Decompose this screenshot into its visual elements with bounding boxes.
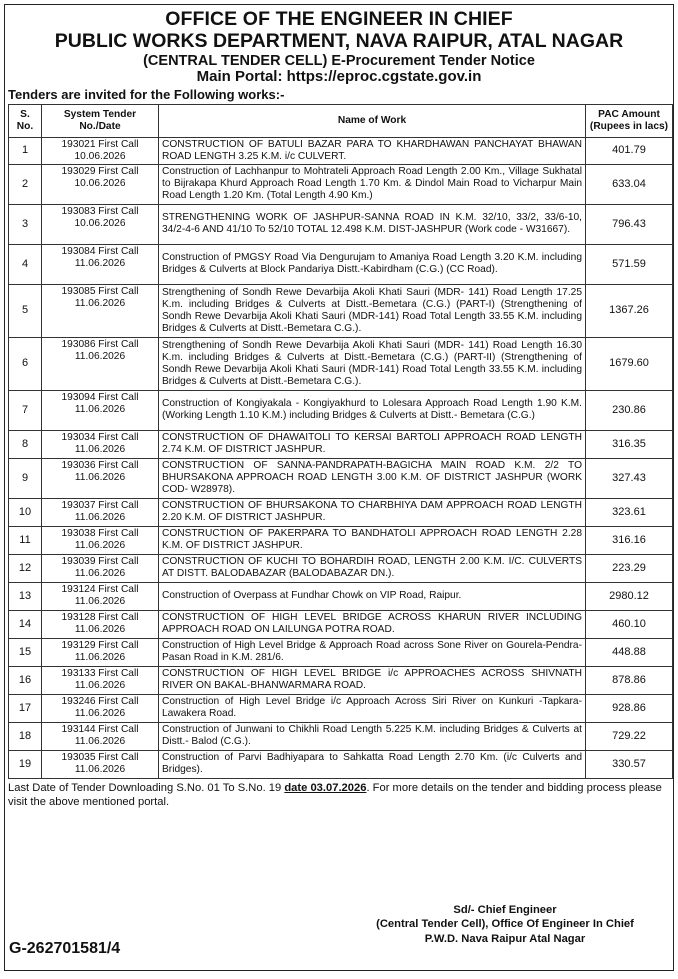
row-tender-date: 11.06.2026 [74, 567, 126, 579]
notice-subtitle: (CENTRAL TENDER CELL) E-Procurement Tender Notice [143, 52, 535, 69]
row-tender-no: 193021 First Call [61, 138, 139, 150]
table-row [9, 430, 673, 458]
row-sno: 8 [9, 430, 42, 458]
row-pac-amount: 316.16 [586, 526, 673, 554]
col-header-work: Name of Work [159, 104, 586, 137]
row-sno: 11 [9, 526, 42, 554]
row-tender-date: 11.06.2026 [74, 679, 126, 691]
intro-text: Tenders are invited for the Following works:- [8, 86, 285, 102]
row-tender-no: 193129 First Call [61, 639, 139, 651]
row-pac-amount: 448.88 [586, 638, 673, 666]
row-pac-amount: 633.04 [586, 164, 673, 204]
row-work-name: CONSTRUCTION OF BATULI BAZAR PARA TO KHARDHAWAN PANCHAYAT BHAWAN ROAD LENGTH 3.25 K.M. i/c CULVERT. [159, 137, 586, 164]
row-work-name: CONSTRUCTION OF BHURSAKONA TO CHARBHIYA DAM APPROACH ROAD LENGTH 2.20 K.M. OF DISTRICT JASHPUR. [159, 498, 586, 526]
row-tender-no: 193144 First Call [61, 723, 139, 735]
department-title: PUBLIC WORKS DEPARTMENT, NAVA RAIPUR, ATAL NAGAR [54, 29, 624, 52]
footer-last-date: date 03.07.2026 [284, 781, 367, 794]
row-tender-no: 193086 First Call [61, 338, 139, 350]
row-tender-date: 11.06.2026 [74, 471, 126, 483]
footer-text-after: . For more details on the tender and bidding process please visit the above mentioned portal. [8, 781, 662, 809]
col-header-pac: PAC Amount (Rupees in lacs) [586, 104, 673, 137]
table-row [9, 694, 673, 722]
table-row [9, 284, 673, 337]
table-row [9, 390, 673, 430]
row-tender-cell [42, 337, 159, 390]
row-pac-amount: 330.57 [586, 750, 673, 778]
row-pac-amount: 878.86 [586, 666, 673, 694]
row-pac-amount: 1679.60 [586, 337, 673, 390]
row-tender-date: 11.06.2026 [74, 623, 126, 635]
tender-table [8, 104, 673, 779]
row-tender-date: 11.06.2026 [74, 707, 126, 719]
row-sno: 19 [9, 750, 42, 778]
row-sno: 16 [9, 666, 42, 694]
row-sno: 2 [9, 164, 42, 204]
table-row [9, 337, 673, 390]
portal-line: Main Portal: https://eproc.cgstate.gov.in [196, 67, 482, 85]
col-header-tender: System Tender No./Date [42, 104, 159, 137]
row-pac-amount: 327.43 [586, 458, 673, 498]
row-tender-cell [42, 458, 159, 498]
row-sno: 1 [9, 137, 42, 164]
row-work-name: CONSTRUCTION OF SANNA-PANDRAPATH-BAGICHA MAIN ROAD K.M. 2/2 TO BHURSAKONA APPROACH ROAD LENGTH 3.00 K.M. OF DISTRICT JASHPUR (WORK COD- W28978). [159, 458, 586, 498]
office-title: OFFICE OF THE ENGINEER IN CHIEF [165, 8, 513, 30]
footer-text-before: Last Date of Tender Downloading S.No. 01 To S.No. 19 [8, 781, 282, 794]
row-sno: 12 [9, 554, 42, 582]
col-header-sno: S. No. [9, 104, 42, 137]
row-tender-no: 193036 First Call [61, 459, 139, 471]
row-tender-cell [42, 610, 159, 638]
row-tender-date: 11.06.2026 [74, 297, 126, 309]
row-tender-date: 11.06.2026 [74, 651, 126, 663]
row-tender-no: 193084 First Call [61, 245, 139, 257]
table-row [9, 554, 673, 582]
row-tender-cell [42, 204, 159, 244]
row-tender-date: 11.06.2026 [74, 443, 126, 455]
row-tender-date: 11.06.2026 [74, 763, 126, 775]
row-pac-amount: 230.86 [586, 390, 673, 430]
row-tender-cell [42, 666, 159, 694]
row-tender-cell [42, 390, 159, 430]
row-sno: 3 [9, 204, 42, 244]
row-tender-cell [42, 638, 159, 666]
row-pac-amount: 323.61 [586, 498, 673, 526]
row-sno: 6 [9, 337, 42, 390]
row-tender-date: 11.06.2026 [74, 350, 126, 362]
table-row [9, 458, 673, 498]
signature-line-2: (Central Tender Cell), Office Of Engineer In Chief [376, 918, 634, 931]
table-header-row [9, 104, 673, 137]
row-sno: 18 [9, 722, 42, 750]
row-tender-no: 193094 First Call [61, 391, 139, 403]
row-tender-no: 193246 First Call [61, 695, 139, 707]
table-row [9, 244, 673, 284]
row-work-name: Construction of Kongiyakala - Kongiyakhurd to Lolesara Approach Road Length 1.90 K.M. (Working Length 1.10 K.M.) including Bridges & Culverts at Distt.- Bemetara (C.G.) [159, 390, 586, 430]
row-tender-cell [42, 722, 159, 750]
row-tender-date: 10.06.2026 [74, 217, 126, 229]
table-row [9, 526, 673, 554]
row-sno: 15 [9, 638, 42, 666]
row-tender-no: 193034 First Call [61, 431, 139, 443]
row-tender-no: 193037 First Call [61, 499, 139, 511]
row-pac-amount: 316.35 [586, 430, 673, 458]
row-tender-no: 193124 First Call [61, 583, 139, 595]
row-tender-no: 193039 First Call [61, 555, 139, 567]
row-work-name: CONSTRUCTION OF DHAWAITOLI TO KERSAI BARTOLI APPROACH ROAD LENGTH 2.74 K.M. OF DISTRICT JASHPUR. [159, 430, 586, 458]
row-sno: 7 [9, 390, 42, 430]
row-tender-cell [42, 498, 159, 526]
table-row [9, 498, 673, 526]
row-tender-date: 11.06.2026 [74, 735, 126, 747]
row-tender-date: 10.06.2026 [74, 177, 126, 189]
row-sno: 4 [9, 244, 42, 284]
row-pac-amount: 1367.26 [586, 284, 673, 337]
row-work-name: STRENGTHENING WORK OF JASHPUR-SANNA ROAD IN K.M. 32/10, 33/2, 33/6-10, 34/2-4-6 AND 41/10 To 52/10 TOTAL 12.498 K.M. DIST-JASHPUR (Work code - W31667). [159, 204, 586, 244]
table-row [9, 137, 673, 164]
row-work-name: Construction of Parvi Badhiyapara to Sahkatta Road Length 2.70 Km. (i/c Culverts and Bridges). [159, 750, 586, 778]
row-pac-amount: 928.86 [586, 694, 673, 722]
row-tender-cell [42, 750, 159, 778]
signature-block [345, 903, 665, 946]
row-tender-no: 193133 First Call [61, 667, 139, 679]
row-pac-amount: 2980.12 [586, 582, 673, 610]
row-work-name: Construction of High Level Bridge & Approach Road across Sone River on Gourela-Pendra-Pasan Road in K.M. 281/6. [159, 638, 586, 666]
row-work-name: Construction of PMGSY Road Via Dengurujam to Amaniya Road Length 3.20 K.M. including Bridges & Culverts at Block Pandariya Distt.-Kabirdham (C.G.) (CC Road). [159, 244, 586, 284]
row-work-name: CONSTRUCTION OF HIGH LEVEL BRIDGE i/c APPROACHES ACROSS SHIVNATH RIVER ON BAKAL-BHANWARMARA ROAD. [159, 666, 586, 694]
row-tender-date: 11.06.2026 [74, 257, 126, 269]
row-tender-date: 11.06.2026 [74, 595, 126, 607]
footer-note [8, 781, 670, 810]
row-tender-no: 193128 First Call [61, 611, 139, 623]
notice-header [8, 9, 670, 86]
row-tender-cell [42, 430, 159, 458]
advertisement-code: G-262701581/4 [9, 940, 121, 957]
table-row [9, 638, 673, 666]
row-pac-amount: 729.22 [586, 722, 673, 750]
row-sno: 9 [9, 458, 42, 498]
row-tender-date: 11.06.2026 [74, 511, 126, 523]
row-work-name: Construction of Lachhanpur to Mohtrateli Approach Road Length 2.00 Km., Village Sukhatal to Bijrakapa Khurd Approach Road Length 1.70 Km. & Dindol Main Road to Vicharpur Main Road Length 1.20 Km. (Total Length 4.90 Km.) [159, 164, 586, 204]
table-body [9, 137, 673, 778]
row-work-name: CONSTRUCTION OF HIGH LEVEL BRIDGE ACROSS KHARUN RIVER INCLUDING APPROACH ROAD ON LAILUNGA POTRA ROAD. [159, 610, 586, 638]
row-sno: 5 [9, 284, 42, 337]
row-work-name: Construction of High Level Bridge i/c Approach Across Siri River on Kunkuri -Tapkara-Lawakera Road. [159, 694, 586, 722]
row-tender-no: 193029 First Call [61, 165, 139, 177]
row-sno: 10 [9, 498, 42, 526]
row-tender-date: 11.06.2026 [74, 403, 126, 415]
row-pac-amount: 401.79 [586, 137, 673, 164]
table-row [9, 750, 673, 778]
row-pac-amount: 223.29 [586, 554, 673, 582]
row-sno: 13 [9, 582, 42, 610]
row-sno: 17 [9, 694, 42, 722]
table-row [9, 666, 673, 694]
row-tender-cell [42, 137, 159, 164]
row-work-name: Strengthening of Sondh Rewe Devarbija Akoli Khati Sauri (MDR- 141) Road Length 17.25 K.m. including Bridges & Culverts at Distt.-Bemetara (C.G.) (PART-I) (Strengthening of Sondh Rewe Devarbija Akoli Khati Sauri (MDR-141) Road Total Length 33.55 K.M. including Bridges & Culverts at Distt.-Bemetara C.G.). [159, 284, 586, 337]
row-work-name: Strengthening of Sondh Rewe Devarbija Akoli Khati Sauri (MDR- 141) Road Length 16.30 K.m. including Bridges & Culverts at Distt.-Bemetara (C.G.) (PART-II) (Strengthening of Sondh Rewe Devarbija Akoli Khati Sauri (MDR-141) Road Total Length 33.55 K.M. including Bridges & Culverts at Distt.-Bemetara C.G.). [159, 337, 586, 390]
signature-line-1: Sd/- Chief Engineer [453, 904, 557, 916]
table-row [9, 722, 673, 750]
table-row [9, 610, 673, 638]
row-sno: 14 [9, 610, 42, 638]
row-tender-no: 193038 First Call [61, 527, 139, 539]
tender-notice [4, 4, 674, 971]
row-pac-amount: 796.43 [586, 204, 673, 244]
signature-line-3: P.W.D. Nava Raipur Atal Nagar [424, 932, 586, 945]
row-work-name: CONSTRUCTION OF KUCHI TO BOHARDIH ROAD, LENGTH 2.00 K.M. I/C. CULVERTS AT DISTT. BALODABAZAR (BALODABAZAR DN.). [159, 554, 586, 582]
row-tender-cell [42, 554, 159, 582]
row-tender-cell [42, 526, 159, 554]
table-row [9, 164, 673, 204]
row-pac-amount: 460.10 [586, 610, 673, 638]
row-tender-cell [42, 164, 159, 204]
row-tender-no: 193085 First Call [61, 285, 139, 297]
row-tender-cell [42, 582, 159, 610]
row-work-name: Construction of Overpass at Fundhar Chowk on VIP Road, Raipur. [159, 582, 586, 610]
row-tender-no: 193083 First Call [61, 205, 139, 217]
row-tender-date: 10.06.2026 [74, 150, 126, 162]
table-row [9, 204, 673, 244]
row-work-name: CONSTRUCTION OF PAKERPARA TO BANDHATOLI APPROACH ROAD LENGTH 2.28 K.M. OF DISTRICT JASHPUR. [159, 526, 586, 554]
row-work-name: Construction of Junwani to Chikhli Road Length 5.225 K.M. including Bridges & Culverts at Distt.- Balod (C.G.). [159, 722, 586, 750]
row-tender-cell [42, 284, 159, 337]
table-row [9, 582, 673, 610]
row-tender-date: 11.06.2026 [74, 539, 126, 551]
row-pac-amount: 571.59 [586, 244, 673, 284]
row-tender-cell [42, 244, 159, 284]
row-tender-cell [42, 694, 159, 722]
row-tender-no: 193035 First Call [61, 751, 139, 763]
